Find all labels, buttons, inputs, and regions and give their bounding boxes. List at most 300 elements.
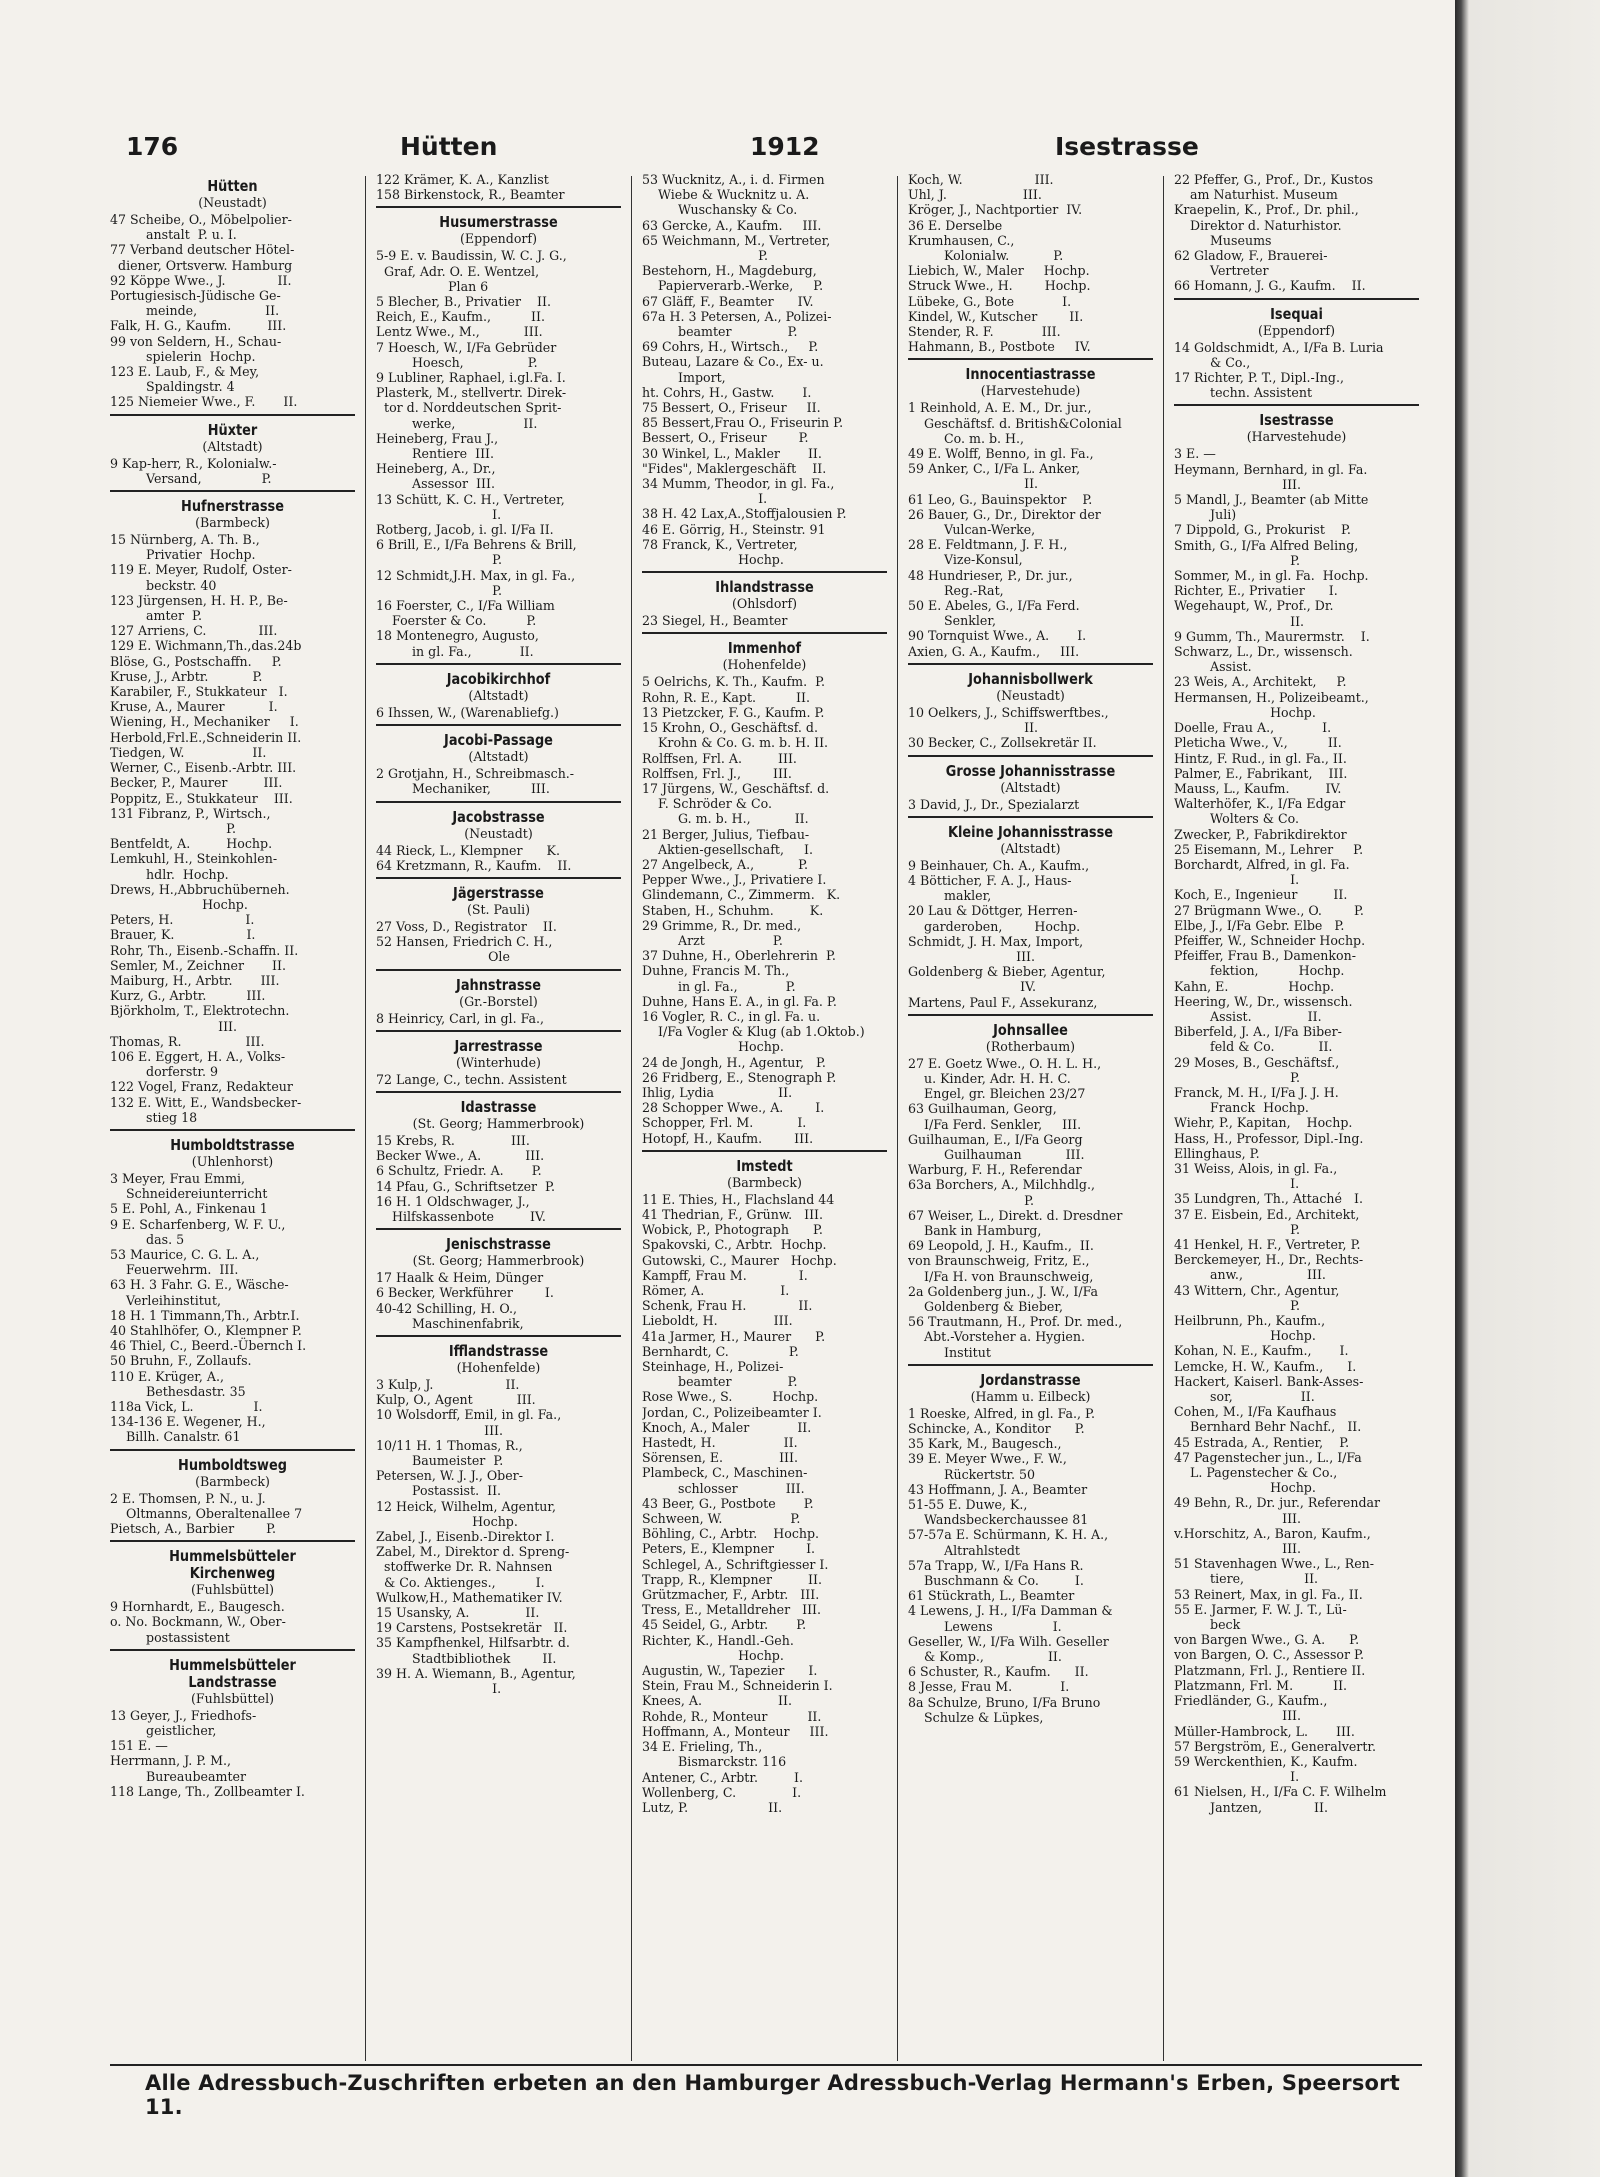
street-name: Imstedt [736, 1156, 793, 1175]
resident-entry: 36 E. Derselbe [908, 217, 1003, 233]
district-name: (Altstadt) [1000, 840, 1061, 856]
resident-entry: 23 Siegel, H., Beamter [642, 613, 788, 629]
resident-entry: 35 Kark, M., Baugesch., [908, 1436, 1062, 1452]
resident-entry: Augustin, W., Tapezier I. [642, 1663, 818, 1679]
section-divider [376, 969, 621, 971]
resident-entry: 28 Schopper Wwe., A. I. [642, 1100, 825, 1116]
resident-entry: 61 Nielsen, H., I/Fa C. F. Wilhelm Jantzen, II. [1174, 1784, 1387, 1815]
street-section [908, 1014, 1153, 1360]
resident-entry: Peters, E., Klempner I. [642, 1541, 816, 1557]
resident-entry: Platzmann, Frl. M. II. [1174, 1677, 1348, 1693]
resident-entry: 46 E. Görrig, H., Steinstr. 91 [642, 521, 826, 537]
resident-entry: 43 Beer, G., Postbote P. [642, 1495, 814, 1511]
resident-entry: 8 Heinricy, Carl, in gl. Fa., [376, 1010, 544, 1026]
district-name: (Barmbeck) [727, 1174, 802, 1190]
resident-entry: 11 E. Thies, H., Flachsland 44 [642, 1191, 835, 1207]
district-name: (Eppendorf) [459, 231, 538, 247]
resident-entry: Knees, A. II. [642, 1693, 793, 1709]
resident-entry: 46 Thiel, C., Beerd.-Übernch I. [110, 1338, 307, 1354]
district-name: (Harvestehude) [980, 383, 1081, 399]
resident-entry: 2 Grotjahn, H., Schreibmasch.- Mechaniker, III. [376, 766, 575, 797]
street-section [1174, 404, 1419, 1814]
section-divider [908, 816, 1153, 818]
resident-entry: 123 Jürgensen, H. H. P., Be- amter P. [110, 592, 288, 624]
resident-entry: Bernhardt, C. P. [642, 1343, 799, 1359]
resident-entry: von Bargen Wwe., G. A. P. [1174, 1632, 1360, 1648]
resident-entry: 20 Lau & Döttger, Herren- garderoben, Hochp. [908, 903, 1081, 934]
street-name: Hütten [207, 177, 258, 195]
resident-entry: Kulp, O., Agent III. [376, 1392, 536, 1408]
resident-entry: Heilbrunn, Ph., Kaufm., Hochp. [1174, 1313, 1326, 1344]
resident-entry: 27 E. Goetz Wwe., O. H. L. H., u. Kinder, Adr. H. H. C. Engel, gr. Bleichen 23/27 [908, 1055, 1102, 1102]
resident-entry: Herbold,Frl.E.,Schneiderin II. [110, 729, 302, 745]
resident-entry: 44 Rieck, L., Klempner K. [376, 842, 560, 858]
resident-entry: Kraepelin, K., Prof., Dr. phil., Direktor d. Naturhistor. Museums [1174, 202, 1359, 248]
resident-entry: Tress, E., Metalldreher III. [642, 1602, 822, 1618]
street-name: Grosse Johannisstrasse [945, 761, 1116, 780]
resident-entry: Steinhage, H., Polizei- beamter P. [642, 1359, 798, 1390]
resident-entry: 29 Grimme, R., Dr. med., Arzt P. [642, 917, 802, 948]
resident-entry: 7 Dippold, G., Prokurist P. [1174, 522, 1351, 538]
district-name: (Neustadt) [464, 825, 533, 841]
street-name: Humboldtsweg [178, 1455, 287, 1474]
street-section [110, 1449, 355, 1537]
resident-entry: Rohr, Th., Eisenb.-Schaffn. II. [110, 942, 299, 958]
resident-entry: 122 Krämer, K. A., Kanzlist [376, 172, 549, 187]
resident-entry: Kurz, G., Arbtr. III. [110, 988, 266, 1004]
resident-entry: 1 Reinhold, A. E. M., Dr. jur., Geschäftsf. d. British&Colonial Co. m. b. H., [908, 400, 1122, 446]
resident-entry: Römer, A. I. [642, 1283, 790, 1298]
section-divider [376, 801, 621, 803]
street-name: Jarrestrasse [454, 1036, 543, 1055]
street-name: Immenhof [727, 639, 802, 658]
resident-entry: Elbe, J., I/Fa Gebr. Elbe P. [1174, 917, 1345, 933]
resident-entry: Plasterk, M., stellvertr. Direk- tor d. Norddeutschen Sprit- werke, II. [376, 385, 567, 431]
section-divider [376, 1228, 621, 1230]
resident-entry: 41 Thedrian, F., Grünw. III. [642, 1206, 824, 1222]
resident-entry: Lutz, P. II. [642, 1799, 783, 1815]
section-divider [642, 571, 887, 573]
resident-entry: 118 Lange, Th., Zollbeamter I. [110, 1783, 305, 1799]
column-4 [908, 172, 1153, 2064]
resident-entry: 1 Roeske, Alfred, in gl. Fa., P. [908, 1405, 1095, 1421]
resident-entry: Struck Wwe., H. Hochp. [908, 278, 1091, 294]
column-2 [376, 172, 621, 2064]
resident-entry: Bentfeldt, A. Hochp. [110, 836, 273, 852]
street-section [908, 358, 1153, 658]
resident-entry: 26 Bauer, G., Dr., Direktor der Vulcan-Werke, [908, 506, 1101, 538]
resident-entry: 10 Oelkers, J., Schiffswerftbes., II. [908, 704, 1109, 736]
resident-entry: 62 Gladow, F., Brauerei- Vertreter [1174, 248, 1328, 279]
resident-entry: Hotopf, H., Kaufm. III. [642, 1130, 814, 1146]
footer-notice: Alle Adressbuch-Zuschriften erbeten an den Hamburger Adressbuch-Verlag Hermann's Erben, Speersort 11. [145, 2071, 1400, 2119]
resident-entry: 99 von Seldern, H., Schau- spielerin Hochp. [110, 333, 282, 364]
resident-entry: Heineberg, Frau J., Rentiere III. [376, 430, 499, 462]
street-section [110, 1129, 355, 1445]
district-name: (Altstadt) [468, 687, 529, 703]
resident-entry: Platzmann, Frl. J., Rentiere II. [1174, 1662, 1366, 1678]
resident-entry: Becker Wwe., A. III. [376, 1148, 545, 1164]
street-name: Jahnstrasse [456, 975, 541, 994]
section-divider [376, 724, 621, 726]
resident-entry: 50 E. Abeles, G., I/Fa Ferd. Senkler, [908, 598, 1080, 629]
street-section [376, 801, 621, 873]
resident-entry: 119 E. Meyer, Rudolf, Oster- beckstr. 40 [110, 562, 292, 593]
page-number: 176 [126, 132, 179, 161]
resident-entry: Lemkuhl, H., Steinkohlen- hdlr. Hochp. [110, 851, 278, 882]
resident-entry: Wulkow,H., Mathematiker IV. [376, 1589, 563, 1605]
district-name: (Rotherbaum) [985, 1038, 1076, 1054]
section-divider [1174, 298, 1419, 300]
header-right-street: Isestrasse [1055, 132, 1199, 161]
district-name: (Ohlsdorf) [731, 596, 798, 612]
resident-entry: 6 Brill, E., I/Fa Behrens & Brill, P. [376, 537, 577, 568]
street-name: Ifflandstrasse [448, 1341, 549, 1360]
district-name: (St. Pauli) [466, 901, 531, 917]
street-section [376, 969, 621, 1026]
resident-entry: Guilhauman, E., I/Fa Georg Guilhauman III. [908, 1131, 1085, 1162]
resident-entry: Tiedgen, W. II. [110, 744, 267, 760]
resident-entry: 122 Vogel, Franz, Redakteur [110, 1079, 293, 1095]
resident-entry: 67a H. 3 Petersen, A., Polizei- beamter P. [642, 308, 832, 340]
resident-entry: Bestehorn, H., Magdeburg, Papierverarb.-Werke, P. [642, 263, 824, 294]
district-name: (Altstadt) [202, 438, 263, 454]
resident-entry: 40-42 Schilling, H. O., Maschinenfabrik, [376, 1300, 524, 1331]
resident-entry: 57a Trapp, W., I/Fa Hans R. Buschmann & Co. I. [908, 1557, 1084, 1589]
resident-entry: 53 Reinert, Max, in gl. Fa., II. [1174, 1586, 1363, 1602]
street-section [908, 816, 1153, 1010]
resident-entry: 37 Duhne, H., Oberlehrerin P. [642, 948, 836, 964]
section-divider [110, 490, 355, 492]
resident-entry: 2 E. Thomsen, P. N., u. J. Oltmanns, Oberaltenallee 7 [110, 1490, 303, 1521]
header-year: 1912 [750, 132, 820, 161]
resident-entry: 31 Weiss, Alois, in gl. Fa., I. [1174, 1160, 1338, 1192]
street-name: Isestrasse [1259, 411, 1334, 430]
section-divider [908, 1014, 1153, 1016]
resident-entry: Staben, H., Schuhm. K. [642, 902, 824, 918]
resident-entry: Borchardt, Alfred, in gl. Fa. I. [1174, 856, 1350, 888]
resident-entry: 38 H. 42 Lax,A.,Stoffjalousien P. [642, 506, 847, 522]
resident-entry: Karabiler, F., Stukkateur I. [110, 684, 288, 700]
district-name: (Neustadt) [996, 687, 1065, 703]
resident-entry: 35 Lundgren, Th., Attaché I. [1174, 1191, 1363, 1207]
resident-entry: Hermansen, H., Polizeibeamt., Hochp. [1174, 689, 1369, 720]
resident-entry: Wollenberg, C. I. [642, 1784, 802, 1800]
resident-entry: 26 Fridberg, E., Stenograph P. [642, 1069, 837, 1085]
resident-entry: 7 Hoesch, W., I/Fa Gebrüder Hoesch, P. [376, 339, 557, 370]
resident-entry: 5-9 E. v. Baudissin, W. C. J. G., Graf, Adr. O. E. Wentzel, Plan 6 [376, 248, 567, 294]
resident-entry: o. No. Bockmann, W., Ober- postassistent [110, 1614, 286, 1645]
street-section [642, 632, 887, 1145]
resident-entry: 63 Gercke, A., Kaufm. III. [642, 217, 822, 233]
resident-entry: 63 Guilhauman, Georg, I/Fa Ferd. Senkler, III. [908, 1101, 1082, 1132]
resident-entry: Ihlig, Lydia II. [642, 1084, 793, 1100]
resident-entry: Smith, G., I/Fa Alfred Beling, P. [1174, 537, 1359, 568]
resident-entry: Portugiesisch-Jüdische Ge- meinde, II. [110, 288, 281, 319]
resident-entry: 41a Jarmer, H., Maurer P. [642, 1328, 826, 1344]
resident-entry: 19 Carstens, Postsekretär II. [376, 1620, 568, 1636]
resident-entry: Koch, E., Ingenieur II. [1174, 887, 1348, 903]
resident-entry: 69 Cohrs, H., Wirtsch., P. [642, 339, 819, 355]
resident-entry: 24 de Jongh, H., Agentur, P. [642, 1054, 826, 1070]
resident-entry: 3 E. — Heymann, Bernhard, in gl. Fa. III. [1174, 446, 1368, 492]
resident-entry: 50 Bruhn, F., Zollaufs. [110, 1353, 252, 1369]
section-divider [110, 1129, 355, 1131]
resident-entry: Stender, R. F. III. [908, 324, 1061, 340]
district-name: (Altstadt) [468, 749, 529, 765]
section-divider [110, 1649, 355, 1651]
resident-entry: 16 Vogler, R. C., in gl. Fa. u. I/Fa Vogler & Klug (ab 1.Oktob.) Hochp. [642, 1008, 865, 1055]
district-name: (Altstadt) [1000, 779, 1061, 795]
resident-entry: Wiehr, P., Kapitan, Hochp. [1174, 1115, 1353, 1131]
resident-entry: Martens, Paul F., Assekuranz, [908, 994, 1098, 1010]
resident-entry: 9 Kap-herr, R., Kolonialw.- Versand, P. [110, 455, 277, 486]
column-3 [642, 172, 887, 2064]
resident-entry: 5 Blecher, B., Privatier II. [376, 294, 551, 310]
resident-entry: 34 Mumm, Theodor, in gl. Fa., I. [642, 476, 835, 507]
resident-entry: Rolffsen, Frl. A. III. [642, 750, 797, 766]
section-divider [110, 414, 355, 416]
district-name: (St. Georg; Hammerbrook) [412, 1253, 585, 1269]
resident-entry: 57 Bergström, E., Generalvertr. [1174, 1738, 1377, 1754]
resident-entry: Kohan, N. E., Kaufm., I. [1174, 1343, 1349, 1359]
street-section [376, 663, 621, 720]
resident-entry: 63a Borchers, A., Milchhdlg., P. [908, 1177, 1095, 1208]
resident-entry: Peters, H. I. [110, 912, 255, 928]
resident-entry: 9 Lubliner, Raphael, i.gl.Fa. I. [376, 370, 566, 386]
street-section [110, 1649, 355, 1799]
street-name: Hüxter [207, 420, 258, 439]
district-name: (Eppendorf) [1257, 322, 1336, 338]
resident-entry: 13 Geyer, J., Friedhofs- geistlicher, [110, 1707, 257, 1739]
street-name: Husumerstrasse [439, 213, 558, 232]
resident-entry: Franck, M. H., I/Fa J. J. H. Franck Hochp. [1174, 1084, 1339, 1116]
resident-entry: Richter, K., Handl.-Geh. Hochp. [642, 1632, 794, 1663]
resident-entry: 27 Angelbeck, A., P. [642, 856, 809, 872]
resident-entry: Björkholm, T., Elektrotechn. III. [110, 1003, 290, 1034]
resident-entry: Heineberg, A., Dr., Assessor III. [376, 461, 496, 492]
section-divider [908, 1364, 1153, 1366]
street-name: Ihlandstrasse [715, 578, 814, 597]
resident-entry: 35 Kampfhenkel, Hilfsarbtr. d. Stadtbibliothek II. [376, 1635, 570, 1666]
resident-entry: 64 Kretzmann, R., Kaufm. II. [376, 857, 572, 873]
resident-entry: Jordan, C., Polizeibeamter I. [642, 1404, 822, 1420]
resident-entry: Glindemann, C., Zimmerm. K. [642, 887, 841, 903]
column-divider [631, 176, 632, 2061]
resident-entry: Schween, W. P. [642, 1511, 801, 1527]
resident-entry: Cohen, M., I/Fa Kaufhaus Bernhard Behr Nachf., II. [1174, 1404, 1362, 1435]
resident-entry: Lübeke, G., Bote I. [908, 293, 1072, 309]
resident-entry: 56 Trautmann, H., Prof. Dr. med., Abt.-Vorsteher a. Hygien. Institut [908, 1314, 1123, 1360]
resident-entry: 49 Behn, R., Dr. jur., Referendar III. [1174, 1495, 1381, 1526]
resident-entry: Kampff, Frau M. I. [642, 1267, 808, 1283]
resident-entry: Palmer, E., Fabrikant, III. [1174, 765, 1348, 781]
resident-entry: 39 E. Meyer Wwe., F. W., Rückertstr. 50 [908, 1451, 1067, 1482]
resident-entry: v.Horschitz, A., Baron, Kaufm., III. [1174, 1525, 1371, 1557]
street-name: Idastrasse [460, 1097, 537, 1116]
resident-entry: Schopper, Frl. M. I. [642, 1115, 807, 1131]
resident-entry: Duhne, Hans E. A., in gl. Fa. P. [642, 993, 837, 1009]
resident-entry: Trapp, R., Klempner II. [642, 1571, 823, 1587]
resident-entry: 57-57a E. Schürmann, K. H. A., Altrahlstedt [908, 1527, 1109, 1558]
resident-entry: 49 E. Wolff, Benno, in gl. Fa., [908, 446, 1094, 462]
resident-entry: 5 E. Pohl, A., Finkenau 1 [110, 1201, 268, 1217]
resident-entry: Pleticha Wwe., V., II. [1174, 735, 1342, 751]
district-name: (Hohenfelde) [722, 657, 807, 673]
resident-entry: 59 Werckenthien, K., Kaufm. I. [1174, 1753, 1358, 1785]
resident-entry: 5 Mandl, J., Beamter (ab Mitte Juli) [1174, 492, 1369, 523]
resident-entry: Sommer, M., in gl. Fa. Hochp. [1174, 568, 1369, 584]
footer-divider [110, 2064, 1422, 2066]
resident-entry: 47 Scheibe, O., Möbelpolier- anstalt P. u. I. [110, 212, 292, 243]
resident-entry: 14 Pfau, G., Schriftsetzer P. [376, 1178, 555, 1194]
resident-entry: Poppitz, E., Stukkateur III. [110, 790, 293, 806]
resident-entry: Hastedt, H. II. [642, 1435, 798, 1451]
street-name: Hufnerstrasse [181, 497, 284, 516]
resident-entry: 127 Arriens, C. III. [110, 623, 278, 639]
resident-entry: 9 E. Scharfenberg, W. F. U., das. 5 [110, 1216, 286, 1247]
resident-entry: Hintz, F. Rud., in gl. Fa., II. [1174, 750, 1347, 766]
resident-entry: Gutowski, C., Maurer Hochp. [642, 1252, 837, 1268]
resident-entry: Rotberg, Jacob, i. gl. I/Fa II. [376, 522, 554, 538]
resident-entry: 18 Montenegro, Augusto, in gl. Fa., II. [376, 628, 539, 659]
resident-entry: 28 E. Feldtmann, J. F. H., Vize-Konsul, [908, 537, 1068, 568]
resident-entry: 8 Jesse, Frau M. I. [908, 1679, 1070, 1695]
resident-entry: 39 H. A. Wiemann, B., Agentur, I. [376, 1665, 576, 1697]
resident-entry: Werner, C., Eisenb.-Arbtr. III. [110, 760, 297, 776]
resident-entry: Kruse, J., Arbtr. P. [110, 668, 263, 684]
street-section [110, 1540, 355, 1645]
resident-entry: 15 Nürnberg, A. Th. B., Privatier Hochp. [110, 532, 260, 563]
resident-entry: 15 Krebs, R. III. [376, 1132, 530, 1148]
resident-entry: 67 Weiser, L., Direkt. d. Dresdner Bank in Hamburg, [908, 1207, 1123, 1238]
street-name: Hummelsbütteler Landstrasse [169, 1655, 296, 1691]
section-divider [110, 1540, 355, 1542]
section-divider [376, 1030, 621, 1032]
resident-entry: 45 Estrada, A., Rentier, P. [1174, 1434, 1350, 1450]
resident-entry: Grützmacher, F., Arbtr. III. [642, 1587, 820, 1603]
resident-entry: 51-55 E. Duwe, K., Wandsbeckerchaussee 81 [908, 1497, 1089, 1528]
section-divider [908, 663, 1153, 665]
resident-entry: 6 Becker, Werkführer I. [376, 1285, 554, 1301]
street-section [908, 1364, 1153, 1725]
resident-entry: Blöse, G., Postschaffn. P. [110, 653, 282, 669]
resident-entry: Lieboldt, H. III. [642, 1313, 793, 1329]
resident-entry: 123 E. Laub, F., & Mey, Spaldingstr. 4 [110, 364, 260, 395]
resident-entry: 3 Kulp, J. II. [376, 1376, 520, 1392]
resident-entry: 10/11 H. 1 Thomas, R., Baumeister P. [376, 1437, 523, 1468]
street-section [642, 1150, 887, 1815]
resident-entry: 16 H. 1 Oldschwager, J., Hilfskassenbote IV. [376, 1193, 546, 1224]
resident-entry: 72 Lange, C., techn. Assistent [376, 1071, 567, 1087]
resident-entry: Hoffmann, A., Monteur III. [642, 1723, 829, 1739]
resident-entry: Semler, M., Zeichner II. [110, 957, 287, 973]
street-name: Kleine Johannisstrasse [947, 822, 1114, 841]
resident-entry: Mauss, L., Kaufm. IV. [1174, 780, 1342, 796]
resident-entry: Petersen, W. J. J., Ober- Postassist. II. [376, 1468, 523, 1499]
resident-entry: 40 Stahlhöfer, O., Klempner P. [110, 1323, 302, 1338]
page-header [110, 132, 1199, 168]
book-binding-edge [1455, 0, 1600, 2177]
resident-entry: 110 E. Krüger, A., Bethesdastr. 35 [110, 1368, 246, 1399]
section-divider [376, 877, 621, 879]
resident-entry: 18 H. 1 Timmann,Th., Arbtr.I. [110, 1307, 300, 1323]
district-name: (Neustadt) [198, 195, 267, 210]
resident-entry: Heering, W., Dr., wissensch. Assist. II. [1174, 993, 1353, 1024]
street-section [908, 755, 1153, 812]
resident-entry: 30 Becker, C., Zollsekretär II. [908, 735, 1097, 751]
district-name: (Fuhlsbüttel) [190, 1690, 275, 1706]
resident-entry: Antener, C., Arbtr. I. [642, 1769, 804, 1785]
resident-entry: ht. Cohrs, H., Gastw. I. [642, 384, 812, 400]
resident-entry: Liebich, W., Maler Hochp. [908, 263, 1090, 279]
district-name: (Winterhude) [456, 1054, 541, 1070]
resident-entry: Brauer, K. I. [110, 927, 256, 943]
district-name: (Barmbeck) [195, 515, 270, 531]
resident-entry: 4 Bötticher, F. A. J., Haus- makler, [908, 872, 1072, 904]
resident-entry: Wegehaupt, W., Prof., Dr. II. [1174, 598, 1334, 629]
resident-entry: 131 Fibranz, P., Wirtsch., P. [110, 805, 271, 836]
resident-entry: von Bargen, O. C., Assessor P. [1174, 1647, 1364, 1663]
street-section [376, 877, 621, 965]
resident-entry: 63 H. 3 Fahr. G. E., Wäsche- Verleihinstitut, [110, 1277, 289, 1308]
resident-entry: Plambeck, C., Maschinen- schlosser III. [642, 1465, 808, 1496]
district-name: (Hamm u. Eilbeck) [970, 1388, 1091, 1404]
section-divider [642, 632, 887, 634]
street-name: Jacobi-Passage [444, 731, 553, 750]
resident-entry: Zabel, M., Direktor d. Spreng- stoffwerke Dr. R. Nahnsen & Co. Aktienges., I. [376, 1544, 570, 1590]
resident-entry: 132 E. Witt, E., Wandsbecker- stieg 18 [110, 1094, 302, 1125]
resident-entry: Pietsch, A., Barbier P. [110, 1521, 277, 1537]
directory-columns [110, 172, 1422, 2064]
column-divider [897, 176, 898, 2061]
resident-entry: 37 E. Eisbein, Ed., Architekt, P. [1174, 1206, 1360, 1237]
resident-entry: 118a Vick, L. I. [110, 1399, 263, 1415]
street-section [376, 1091, 621, 1224]
resident-entry: "Fides", Maklergeschäft II. [642, 460, 827, 476]
street-section [908, 172, 1153, 354]
resident-entry: Maiburg, H., Arbtr. III. [110, 972, 280, 988]
resident-entry: Lemcke, H. W., Kaufm., I. [1174, 1358, 1357, 1374]
street-section [642, 571, 887, 628]
resident-entry: 22 Pfeffer, G., Prof., Dr., Kustos am Naturhist. Museum [1174, 172, 1374, 203]
resident-entry: 13 Schütt, K. C. H., Vertreter, I. [376, 491, 565, 522]
resident-entry: Pfeiffer, W., Schneider Hochp. [1174, 932, 1366, 948]
district-name: (Barmbeck) [195, 1473, 270, 1489]
resident-entry: Hahmann, B., Postbote IV. [908, 339, 1091, 355]
resident-entry: Rose Wwe., S. Hochp. [642, 1389, 819, 1405]
resident-entry: 12 Heick, Wilhelm, Agentur, Hochp. [376, 1498, 557, 1529]
resident-entry: 17 Richter, P. T., Dipl.-Ing., techn. Assistent [1174, 370, 1344, 401]
resident-entry: 158 Birkenstock, R., Beamter [376, 187, 565, 203]
resident-entry: 106 E. Eggert, H. A., Volks- dorferstr. 9 [110, 1048, 286, 1080]
resident-entry: Lentz Wwe., M., III. [376, 324, 543, 340]
resident-entry: 47 Pagenstecher jun., L., I/Fa L. Pagenstecher & Co., Hochp. [1174, 1449, 1362, 1496]
resident-entry: Spakovski, C., Arbtr. Hochp. [642, 1237, 827, 1253]
resident-entry: 8a Schulze, Bruno, I/Fa Bruno Schulze & Lüpkes, [908, 1694, 1101, 1725]
resident-entry: Falk, H. G., Kaufm. III. [110, 318, 287, 334]
column-divider [1163, 176, 1164, 2061]
resident-entry: 92 Köppe Wwe., J. II. [110, 272, 292, 288]
street-name: Isequai [1270, 304, 1323, 323]
resident-entry: 15 Krohn, O., Geschäftsf. d. Krohn & Co. G. m. b. H. II. [642, 720, 829, 751]
district-name: (Uhlenhorst) [191, 1153, 274, 1169]
district-name: (Harvestehude) [1246, 429, 1347, 445]
resident-entry: 125 Niemeier Wwe., F. II. [110, 394, 298, 410]
resident-entry: 4 Lewens, J. H., I/Fa Damman & Lewens I. [908, 1603, 1113, 1634]
resident-entry: 48 Hundrieser, P., Dr. jur., Reg.-Rat, [908, 567, 1073, 598]
column-divider [365, 176, 366, 2061]
